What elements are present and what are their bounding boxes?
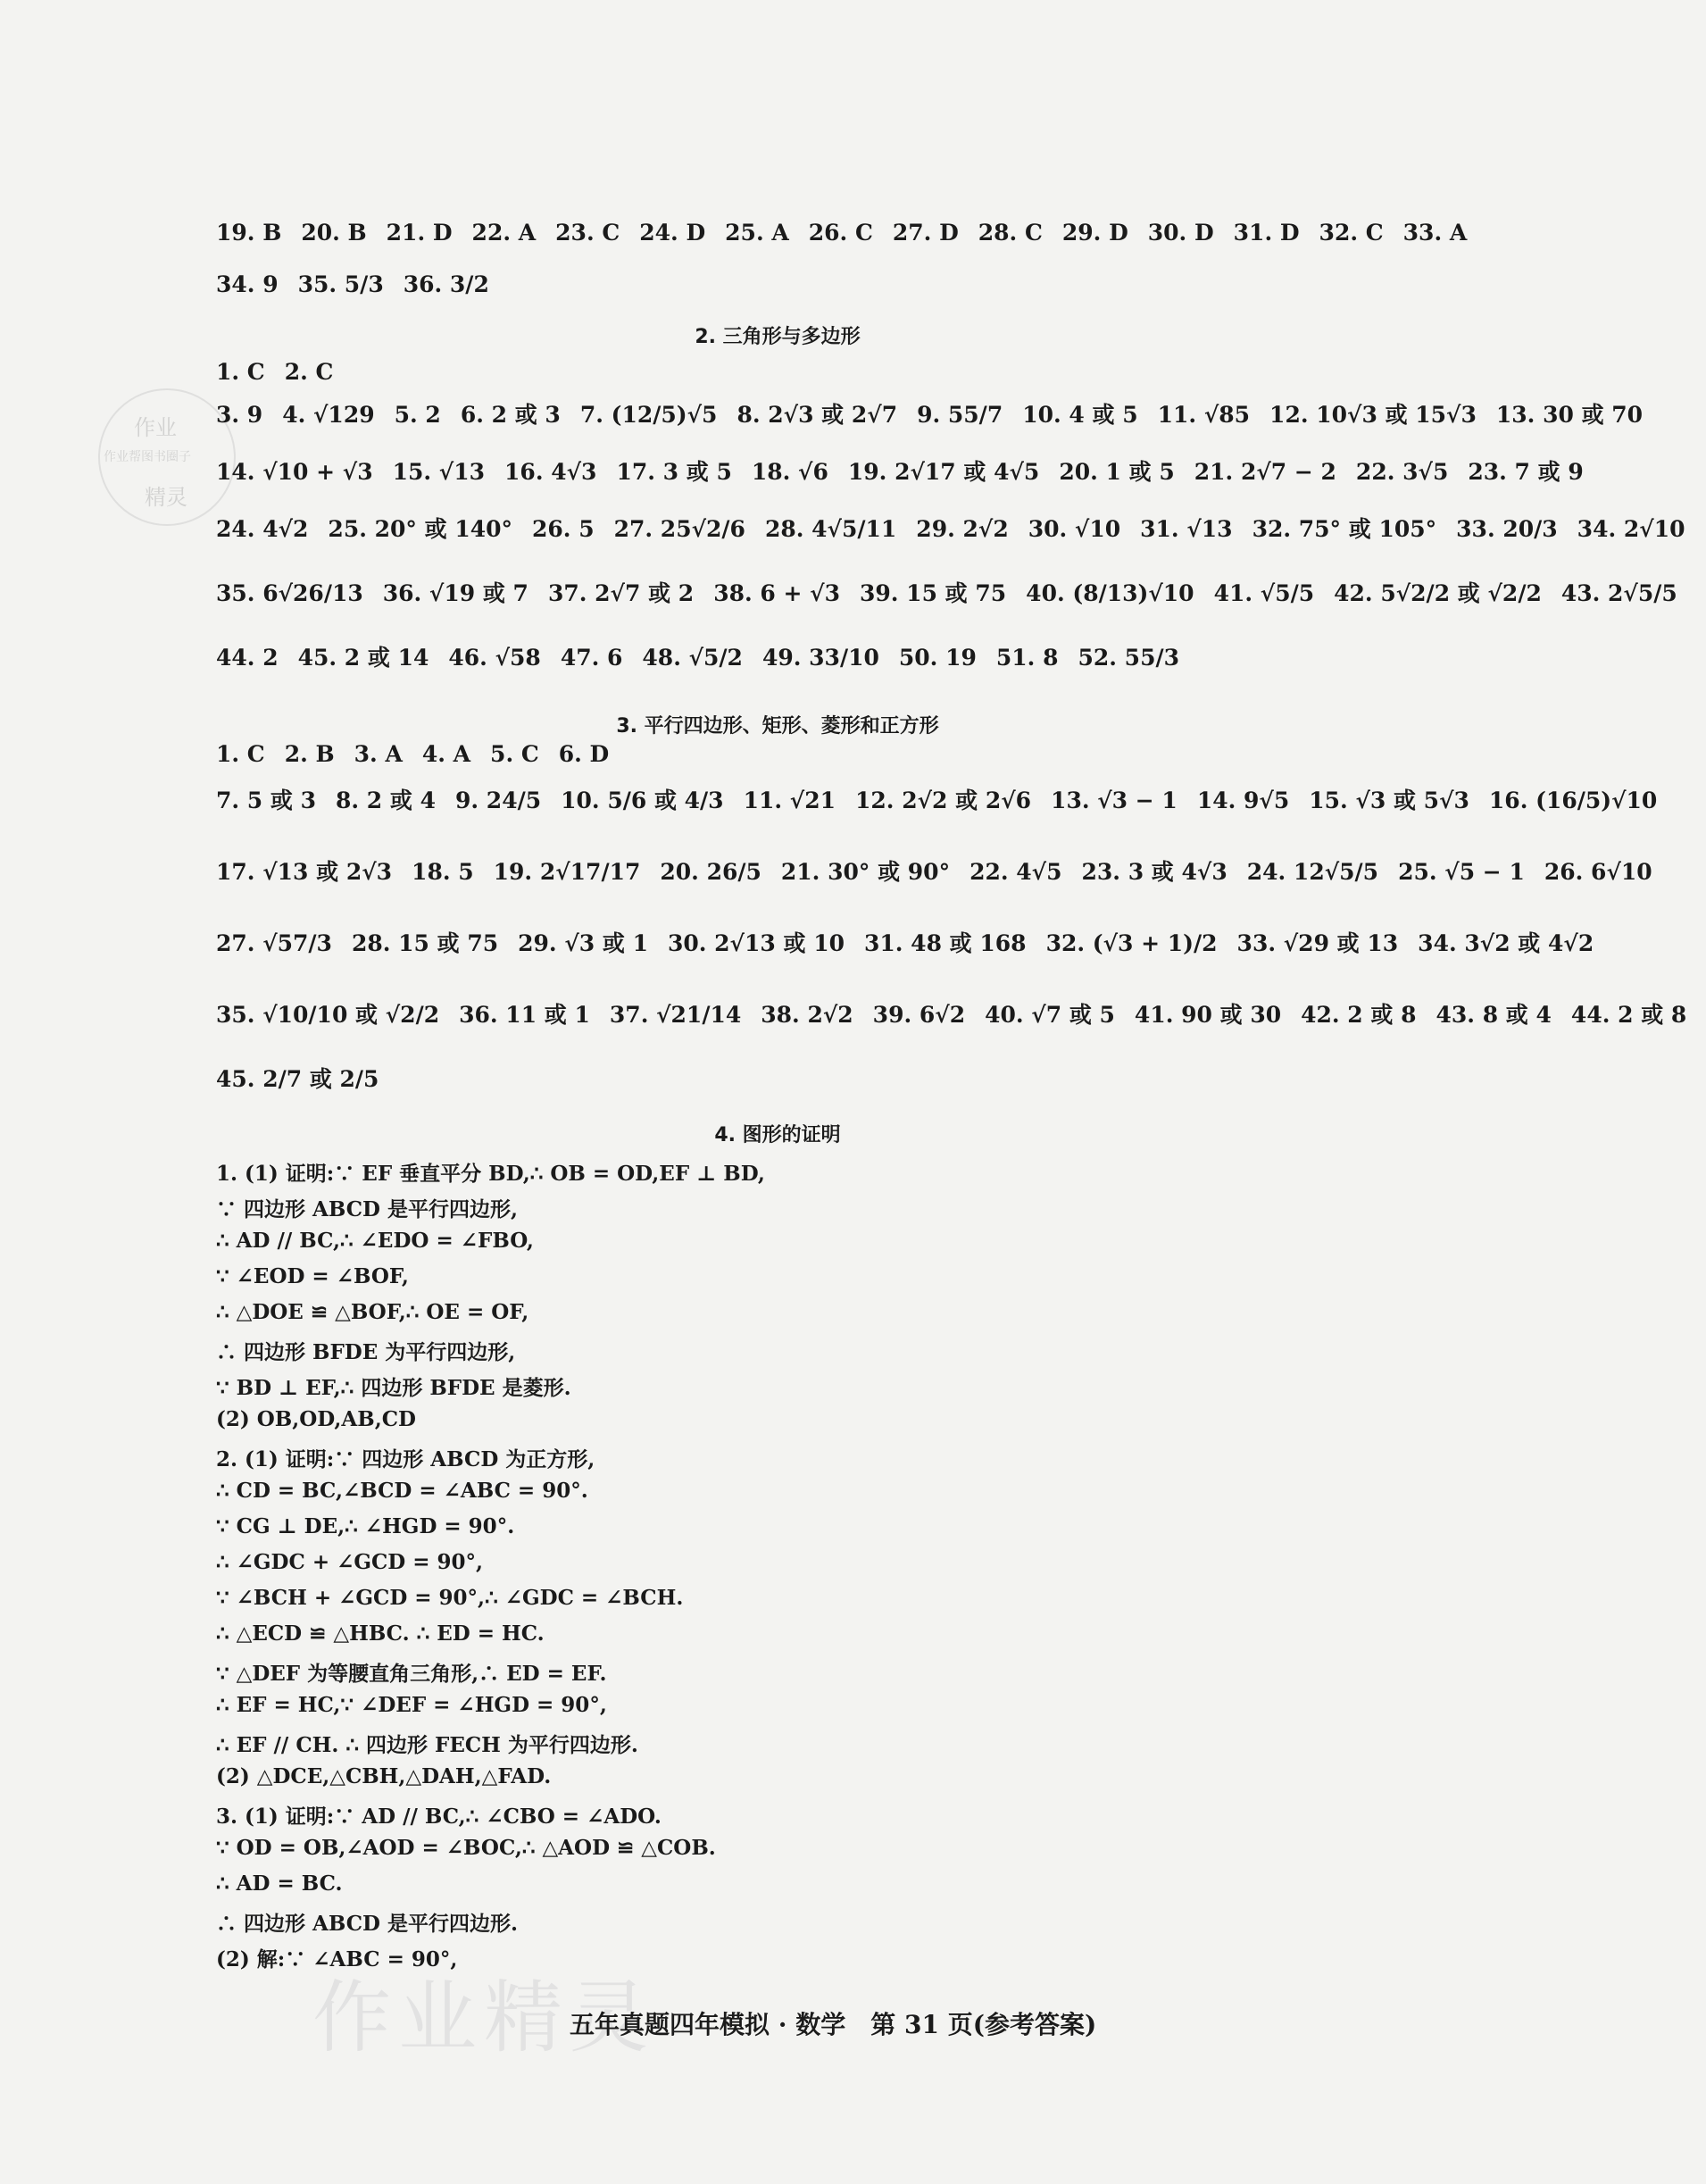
answer-item: 23. C bbox=[555, 220, 620, 246]
answer-item: 32. (√3 + 1)/2 bbox=[1045, 930, 1218, 956]
answer-item: 29. 2√2 bbox=[916, 516, 1009, 542]
proof-line: ∵ ∠EOD = ∠BOF, bbox=[216, 1264, 409, 1288]
answer-item: 10. 4 或 5 bbox=[1022, 402, 1138, 428]
answer-item: 31. √13 bbox=[1140, 516, 1233, 542]
answer-item: 34. 3√2 或 4√2 bbox=[1418, 930, 1594, 956]
answer-item: 7. 5 或 3 bbox=[216, 788, 316, 813]
answer-item: 12. 2√2 或 2√6 bbox=[855, 788, 1032, 813]
answer-item: 9. 55/7 bbox=[917, 402, 1003, 428]
answer-line bbox=[216, 518, 1705, 540]
answer-item: 22. 4√5 bbox=[970, 859, 1062, 885]
answer-item: 50. 19 bbox=[898, 645, 977, 671]
answer-line bbox=[216, 743, 628, 765]
proof-line: ∵ ∠BCH + ∠GCD = 90°,∴ ∠GDC = ∠BCH. bbox=[216, 1586, 684, 1610]
proof-line: ∴ 四边形 BFDE 为平行四边形, bbox=[216, 1340, 516, 1364]
proof-line: ∵ 四边形 ABCD 是平行四边形, bbox=[216, 1197, 518, 1221]
answer-item: 30. 2√13 或 10 bbox=[667, 930, 845, 956]
answer-item: 32. C bbox=[1319, 220, 1384, 246]
answer-item: 11. √85 bbox=[1157, 402, 1251, 428]
answer-item: 28. C bbox=[978, 220, 1043, 246]
answer-item: 25. √5 − 1 bbox=[1398, 859, 1525, 885]
answer-item: 11. √21 bbox=[743, 788, 836, 813]
answer-item: 26. 5 bbox=[532, 516, 595, 542]
answer-item: 1. C bbox=[216, 741, 265, 767]
answer-item: 16. (16/5)√10 bbox=[1488, 788, 1658, 813]
answer-item: 2. C bbox=[284, 359, 334, 385]
answer-item: 9. 24/5 bbox=[455, 788, 542, 813]
answer-item: 16. 4√3 bbox=[504, 459, 597, 485]
answer-line bbox=[216, 361, 353, 383]
answer-item: 27. D bbox=[892, 220, 959, 246]
answer-line bbox=[216, 221, 1486, 244]
answer-line bbox=[216, 932, 1613, 954]
proof-line: ∵ OD = OB,∠AOD = ∠BOC,∴ △AOD ≌ △COB. bbox=[216, 1836, 716, 1860]
answer-line bbox=[216, 1004, 1706, 1026]
answer-item: 29. D bbox=[1061, 220, 1128, 246]
watermark: 作业精灵 bbox=[312, 1971, 656, 2063]
answer-item: 15. √3 或 5√3 bbox=[1309, 788, 1469, 813]
section-heading-2: 2. 三角形与多边形 bbox=[695, 326, 861, 348]
answer-item: 33. √29 或 13 bbox=[1236, 930, 1399, 956]
stamp-logo: 作业 作业帮图书圈子 精灵 bbox=[98, 388, 236, 526]
answer-item: 21. D bbox=[386, 220, 453, 246]
answer-item: 22. 3√5 bbox=[1355, 459, 1449, 485]
answer-item: 33. A bbox=[1402, 220, 1468, 246]
proof-line: ∴ EF // CH. ∴ 四边形 FECH 为平行四边形. bbox=[216, 1733, 638, 1757]
answer-item: 28. 4√5/11 bbox=[764, 516, 897, 542]
answer-item: 51. 8 bbox=[995, 645, 1059, 671]
answer-item: 4. A bbox=[421, 741, 471, 767]
answer-item: 36. 3/2 bbox=[403, 271, 489, 297]
answer-item: 13. 30 或 70 bbox=[1495, 402, 1644, 428]
answer-item: 42. 5√2/2 或 √2/2 bbox=[1334, 580, 1542, 606]
answer-item: 19. B bbox=[216, 220, 282, 246]
answer-item: 26. C bbox=[808, 220, 873, 246]
answer-item: 36. 11 或 1 bbox=[459, 1002, 590, 1028]
proof-line: ∵ CG ⊥ DE,∴ ∠HGD = 90°. bbox=[216, 1514, 515, 1538]
answer-item: 5. 2 bbox=[394, 402, 441, 428]
section-heading-4: 4. 图形的证明 bbox=[714, 1124, 841, 1146]
answer-item: 30. √10 bbox=[1028, 516, 1121, 542]
answer-item: 25. A bbox=[725, 220, 789, 246]
answer-item: 35. 6√26/13 bbox=[216, 580, 363, 606]
answer-item: 10. 5/6 或 4/3 bbox=[561, 788, 724, 813]
answer-item: 46. √58 bbox=[448, 645, 541, 671]
answer-item: 14. √10 + √3 bbox=[216, 459, 373, 485]
answer-item: 21. 2√7 − 2 bbox=[1194, 459, 1336, 485]
answer-item: 29. √3 或 1 bbox=[518, 930, 648, 956]
answer-item: 34. 9 bbox=[216, 271, 279, 297]
answer-item: 27. √57/3 bbox=[216, 930, 332, 956]
answer-item: 28. 15 或 75 bbox=[351, 930, 499, 956]
answer-item: 24. 4√2 bbox=[216, 516, 309, 542]
answer-item: 21. 30° 或 90° bbox=[780, 859, 951, 885]
proof-line: 2. (1) 证明:∵ 四边形 ABCD 为正方形, bbox=[216, 1447, 595, 1471]
answer-item: 17. √13 或 2√3 bbox=[216, 859, 393, 885]
answer-item: 2. B bbox=[284, 741, 335, 767]
answer-item: 3. A bbox=[354, 741, 403, 767]
answer-item: 44. 2 或 8 bbox=[1570, 1002, 1687, 1028]
answer-item: 7. (12/5)√5 bbox=[579, 402, 718, 428]
answer-item: 31. D bbox=[1233, 220, 1300, 246]
answer-item: 25. 20° 或 140° bbox=[328, 516, 513, 542]
proof-line: ∴ AD = BC. bbox=[216, 1871, 343, 1896]
answer-line bbox=[216, 646, 1199, 669]
answer-item: 49. 33/10 bbox=[761, 645, 879, 671]
answer-item: 24. D bbox=[639, 220, 706, 246]
answer-item: 30. D bbox=[1147, 220, 1214, 246]
answer-item: 40. √7 或 5 bbox=[985, 1002, 1115, 1028]
proof-line: ∵ BD ⊥ EF,∴ 四边形 BFDE 是菱形. bbox=[216, 1376, 571, 1400]
answer-line bbox=[216, 273, 509, 296]
answer-item: 17. 3 或 5 bbox=[616, 459, 732, 485]
answer-line bbox=[216, 789, 1677, 812]
answer-item: 24. 12√5/5 bbox=[1246, 859, 1379, 885]
answer-item: 23. 7 或 9 bbox=[1468, 459, 1584, 485]
proof-line: ∵ △DEF 为等腰直角三角形,∴ ED = EF. bbox=[216, 1662, 607, 1686]
answer-item: 18. √6 bbox=[751, 459, 828, 485]
answer-item: 39. 6√2 bbox=[872, 1002, 966, 1028]
answer-item: 20. 26/5 bbox=[660, 859, 761, 885]
answer-line bbox=[216, 582, 1697, 604]
answer-item: 43. 2√5/5 bbox=[1560, 580, 1677, 606]
answer-item: 45. 2 或 14 bbox=[297, 645, 429, 671]
answer-item: 26. 6√10 bbox=[1544, 859, 1652, 885]
answer-item: 6. D bbox=[558, 741, 610, 767]
answer-item: 41. 90 或 30 bbox=[1134, 1002, 1282, 1028]
answer-item: 31. 48 或 168 bbox=[863, 930, 1027, 956]
answer-item: 34. 2√10 bbox=[1577, 516, 1685, 542]
answer-line bbox=[216, 861, 1672, 883]
answer-item: 1. C bbox=[216, 359, 265, 385]
answer-line bbox=[216, 1068, 398, 1090]
answer-item: 20. B bbox=[301, 220, 367, 246]
answer-item: 41. √5/5 bbox=[1213, 580, 1315, 606]
proof-line: 1. (1) 证明:∵ EF 垂直平分 BD,∴ OB = OD,EF ⊥ BD, bbox=[216, 1162, 765, 1186]
answer-line bbox=[216, 404, 1662, 426]
answer-item: 43. 8 或 4 bbox=[1436, 1002, 1552, 1028]
proof-line: ∴ EF = HC,∵ ∠DEF = ∠HGD = 90°, bbox=[216, 1693, 607, 1717]
proof-line: ∴ CD = BC,∠BCD = ∠ABC = 90°. bbox=[216, 1479, 588, 1503]
section-heading-3: 3. 平行四边形、矩形、菱形和正方形 bbox=[616, 715, 939, 738]
answer-item: 36. √19 或 7 bbox=[382, 580, 528, 606]
answer-item: 32. 75° 或 105° bbox=[1252, 516, 1437, 542]
answer-item: 35. 5/3 bbox=[297, 271, 384, 297]
answer-item: 18. 5 bbox=[412, 859, 474, 885]
answer-item: 3. 9 bbox=[216, 402, 263, 428]
answer-item: 6. 2 或 3 bbox=[460, 402, 561, 428]
answer-item: 35. √10/10 或 √2/2 bbox=[216, 1002, 440, 1028]
answer-item: 38. 6 + √3 bbox=[713, 580, 840, 606]
answer-item: 8. 2√3 或 2√7 bbox=[736, 402, 898, 428]
proof-line: (2) △DCE,△CBH,△DAH,△FAD. bbox=[216, 1764, 552, 1788]
answer-item: 37. √21/14 bbox=[609, 1002, 742, 1028]
answer-item: 33. 20/3 bbox=[1456, 516, 1558, 542]
answer-item: 19. 2√17/17 bbox=[493, 859, 641, 885]
answer-item: 45. 2/7 或 2/5 bbox=[216, 1066, 379, 1092]
answer-item: 5. C bbox=[490, 741, 539, 767]
answer-item: 4. √129 bbox=[282, 402, 375, 428]
answer-item: 48. √5/2 bbox=[642, 645, 743, 671]
answer-item: 47. 6 bbox=[560, 645, 623, 671]
answer-item: 38. 2√2 bbox=[761, 1002, 853, 1028]
answer-item: 52. 55/3 bbox=[1078, 645, 1179, 671]
answer-item: 39. 15 或 75 bbox=[859, 580, 1007, 606]
answer-item: 14. 9√5 bbox=[1196, 788, 1290, 813]
answer-item: 44. 2 bbox=[216, 645, 279, 671]
proof-line: ∴ AD // BC,∴ ∠EDO = ∠FBO, bbox=[216, 1229, 534, 1253]
answer-item: 15. √13 bbox=[392, 459, 486, 485]
answer-item: 12. 10√3 或 15√3 bbox=[1269, 402, 1477, 428]
page-footer: 五年真题四年模拟 · 数学 第 31 页(参考答案) bbox=[570, 2010, 1097, 2039]
answer-item: 37. 2√7 或 2 bbox=[547, 580, 695, 606]
answer-item: 19. 2√17 或 4√5 bbox=[847, 459, 1040, 485]
answer-item: 13. √3 − 1 bbox=[1051, 788, 1178, 813]
proof-line: ∴ △ECD ≌ △HBC. ∴ ED = HC. bbox=[216, 1621, 545, 1646]
answer-item: 20. 1 或 5 bbox=[1059, 459, 1175, 485]
answer-item: 40. (8/13)√10 bbox=[1026, 580, 1194, 606]
proof-line: ∴ ∠GDC + ∠GCD = 90°, bbox=[216, 1550, 484, 1574]
proof-line: ∴ △DOE ≌ △BOF,∴ OE = OF, bbox=[216, 1300, 529, 1324]
answer-line bbox=[216, 461, 1603, 483]
proof-line: 3. (1) 证明:∵ AD // BC,∴ ∠CBO = ∠ADO. bbox=[216, 1805, 662, 1829]
proof-line: ∴ 四边形 ABCD 是平行四边形. bbox=[216, 1912, 518, 1936]
proof-line: (2) 解:∵ ∠ABC = 90°, bbox=[216, 1947, 458, 1971]
answer-item: 8. 2 或 4 bbox=[336, 788, 436, 813]
answer-item: 23. 3 或 4√3 bbox=[1081, 859, 1227, 885]
answer-item: 27. 25√2/6 bbox=[613, 516, 745, 542]
answer-item: 42. 2 或 8 bbox=[1301, 1002, 1417, 1028]
proof-line: (2) OB,OD,AB,CD bbox=[216, 1407, 416, 1431]
answer-item: 22. A bbox=[471, 220, 537, 246]
